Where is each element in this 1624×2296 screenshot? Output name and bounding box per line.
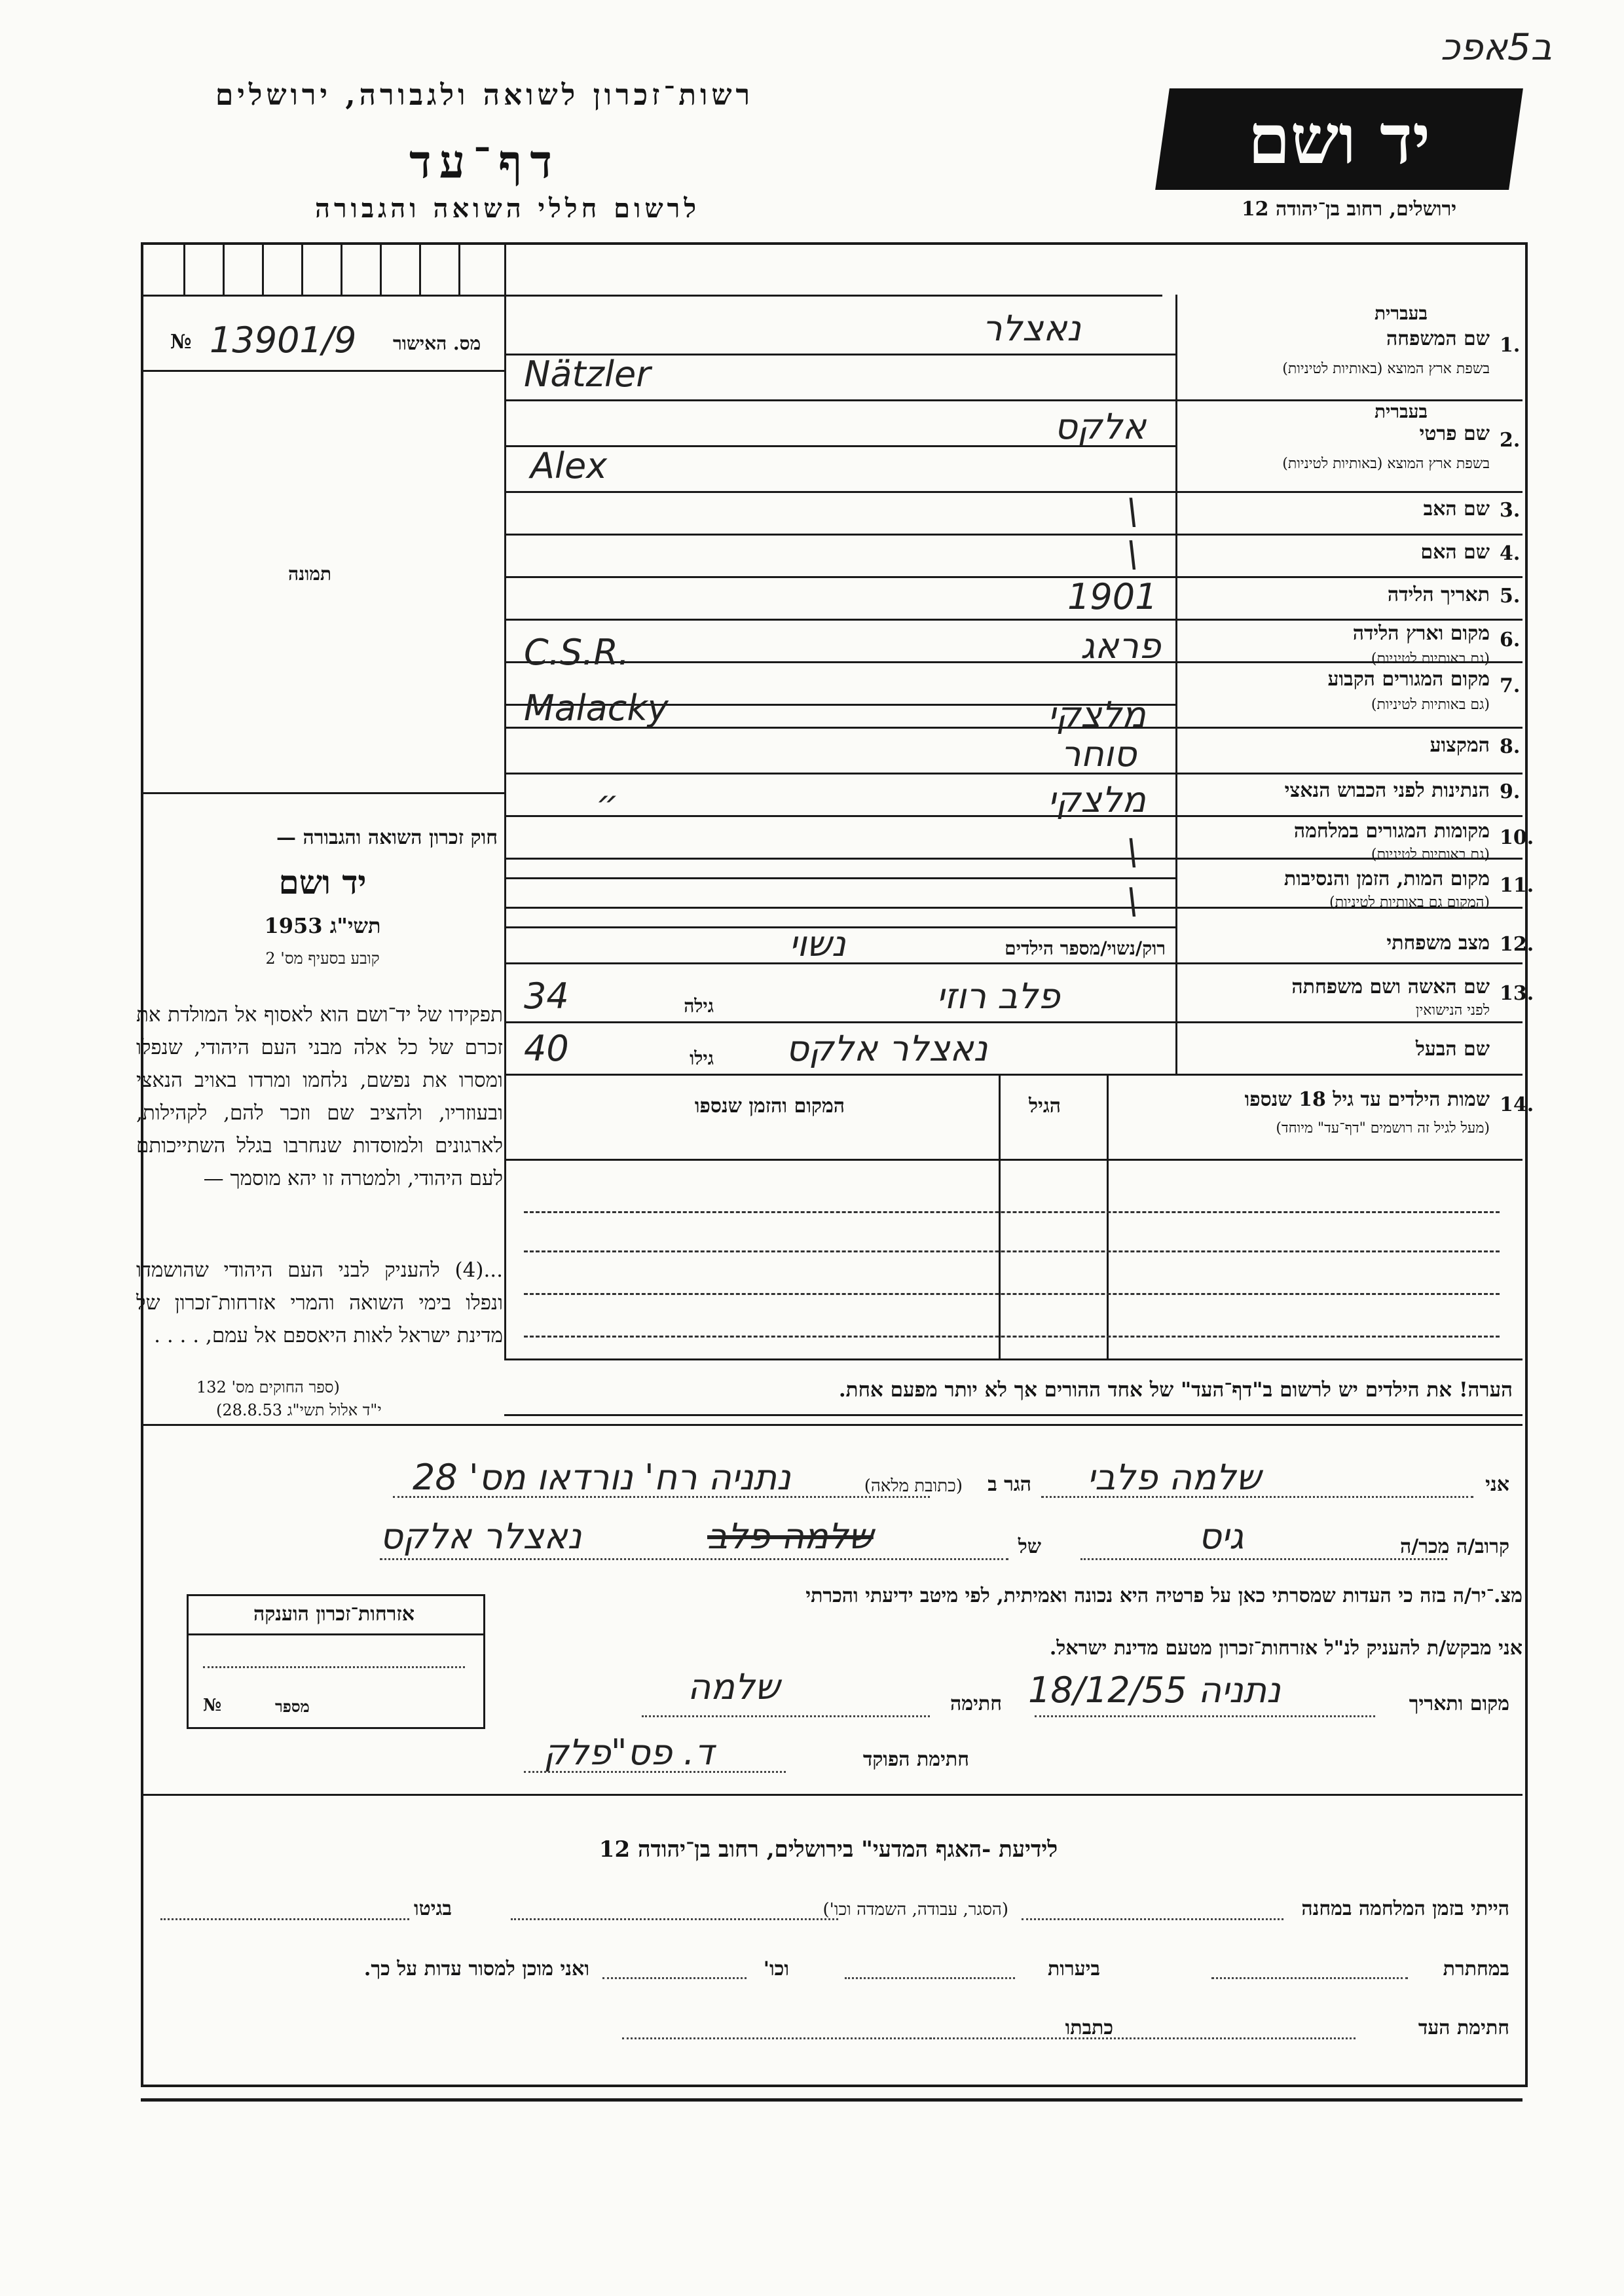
field-7-value-latin: Malacky [524,687,669,729]
relative-label: קרוב/ה מכר/ה [1400,1535,1509,1558]
relative-line [380,1558,1008,1560]
field-9-number: 9. [1500,780,1521,803]
field-line [504,534,1522,536]
field-12-value: נשוי [789,923,846,964]
camp-line [1022,1918,1283,1920]
testify-label: ואני מוכן למסור עדות על כך. [363,1958,589,1980]
field-line [504,399,1522,401]
field-10-number: 10. [1500,826,1534,849]
form-title: דף־עד [409,134,560,189]
struck-relative-name: שלמה פלב [707,1516,874,1557]
approval-row-line [141,370,504,372]
children-col-divider [1107,1074,1109,1358]
field-1-value-latin: Nätzler [524,354,651,395]
underground-label: במחתרת [1443,1958,1509,1980]
field-line [504,773,1522,774]
field-4-label: שם האם [1420,541,1490,564]
field-line [504,1074,1522,1076]
field-1-number: 1. [1500,334,1521,357]
field-13-sublabel: לפני הנישואין [1415,1002,1490,1019]
children-header-line [504,1159,1522,1161]
declaration-statement: מצ.־יר/ה בזה כי העדות שמסרתי כאן על פרטיה היא נכונה ואמיתית, לפי מיטב ידיעתי והכרתי [805,1584,1522,1607]
field-8-value: סוחר [1061,733,1137,774]
declarant-i-label: אני [1485,1473,1509,1496]
officer-line [524,1771,786,1773]
address-label: הגר ב [987,1473,1031,1496]
field-11-number: 11. [1500,874,1534,897]
field-9-label: הנתינות לפני הכבוש הנאצי [1284,779,1490,802]
field-2-number: 2. [1500,429,1521,452]
children-col-place: המקום והזמן שנספו [694,1095,845,1118]
citizenship-line [203,1666,465,1668]
field-5-label: תאריך הלידה [1387,583,1490,606]
photo-label: תמונה [288,563,332,585]
field-12-label: מצב משפחתי [1386,932,1490,955]
field-line [504,491,1522,493]
field-3-label: שם האב [1423,498,1490,520]
field-line [504,858,1522,860]
law-ref-1: (ספר החוקים מס' 132 [196,1378,340,1396]
field-7-number: 7. [1500,674,1521,697]
field-3-number: 3. [1500,499,1521,522]
top-cell-strip-line [141,295,1162,297]
field-7-label: מקום המגורים הקבוע [1327,668,1490,691]
underground-line [1211,1977,1408,1979]
law-ref-2: י"ד אלול תשי"ג 28.8.53) [216,1401,382,1419]
field-6-number: 6. [1500,629,1521,651]
of-label: של [1018,1535,1041,1558]
field-11-value: \ [1126,881,1139,922]
section-divider [141,1424,1522,1426]
camp-label: הייתי בזמן המלחמה במחנה [1301,1897,1509,1920]
photo-bottom-line [141,792,504,794]
authority-name: רשות־זכרון לשואה ולגבורה, ירושלים [215,79,754,112]
declaration-request: אני מבקש/ת להעניק לנ"ל אזרחות־זכרון מטעם מדינת ישראל. [1049,1637,1522,1660]
citizenship-title: אזרחות־זכרון הוענקה [253,1603,415,1626]
field-13-number: 13. [1500,982,1534,1005]
form-frame-bottom-rule [141,2085,1522,2102]
field-line [504,815,1522,817]
field-5-value: 1901 [1067,576,1158,617]
children-sublabel: (מעל לגיל זה רושמים "דף־עד" מיוחד) [1276,1120,1490,1137]
children-row-line [524,1250,1500,1252]
field-6-value-latin: C.S.R. [524,632,629,673]
children-row-line [524,1211,1500,1213]
law-text: תפקידו של יד־ושם הוא לאסוף אל המולדת את זכרם של כל אלה מבני העם היהודי, שנפלו ומסרו את נפשם, נלחמו ומרדו באויב הנאצי ובעוזריו, ולהציב שם וזכר להם, לקהילות, לארגונים ולמוסדות שנחרבו בגלל השתייכותם לעם היהודי, ולמטרה זו יהא מוסמך — [136,1003,503,1190]
field-2-sublabel: בשפת ארץ המוצא (באותיות לטיניות) [1282,456,1490,472]
field-2-value-latin: Alex [530,445,608,486]
field-6-value-hebrew: פראג [1080,625,1161,666]
field-4-number: 4. [1500,542,1521,565]
strip-cell-divider [183,242,185,295]
strip-cell-divider [301,242,303,295]
witness-signature-label: חתימת העד [1418,2016,1509,2039]
field-7-value-hebrew: מלצקי [1048,694,1146,735]
ghetto-label: בגיטו [413,1897,452,1920]
field-2-hebrew-hint: בעברית [1374,401,1428,422]
children-number: 14. [1500,1093,1534,1116]
line-1-end [160,1918,409,1920]
wife-age-label: גילה [684,995,714,1017]
approval-no-mark: № [170,331,192,354]
field-12-inline-label: רוק/נשוי/מספר הילדים [1005,938,1166,959]
law-title: חוק זכרון השואה והגבורה — [276,826,498,849]
field-line [504,1021,1522,1023]
label-column-divider [1175,295,1177,1074]
forests-line [845,1977,1015,1979]
law-name: יד ושם [278,863,367,902]
field-7-sublabel: (גם באותיות לטיניות) [1371,697,1490,713]
relation-line [1080,1558,1447,1560]
field-line [504,619,1522,621]
wife-age: 34 [524,975,569,1017]
witness-signature-line [930,2037,1356,2039]
place-date-value: נתניה 18/12/55 [1028,1669,1281,1711]
address-line [393,1496,930,1498]
field-11-label: מקום המות, הזמן והנסיבות [1283,867,1490,890]
citizenship-title-line [189,1633,483,1635]
yad-vashem-logo [1155,88,1523,190]
citizenship-no-mark: № [203,1696,222,1715]
place-date-label: מקום ותאריך [1409,1692,1509,1715]
signature-label: חתימה [950,1692,1002,1715]
field-11-sublabel: (המקום גם באותיות לטיניות) [1329,894,1490,911]
address-value: נתניה רח' נורדאו מס' 28 [413,1457,791,1498]
field-9-value-ditto: ״ [596,782,619,824]
relation-value: גיס [1198,1516,1244,1557]
etc-label: וכו' [763,1958,789,1980]
law-section: קובע בסעיף מס' 2 [265,949,380,968]
logo-address: ירושלים, רחוב בן־יהודה 12 [1241,198,1457,221]
children-bottom-line [504,1358,1522,1360]
field-line [504,576,1522,578]
law-year: תשי"ג 1953 [264,913,381,938]
officer-signature: ד. פס"פלק [544,1732,714,1773]
field-line [504,877,1175,879]
field-6-label: מקום וארץ הלידה [1352,622,1490,645]
children-col-age: הגיל [1028,1095,1061,1118]
children-col-divider [999,1074,1001,1358]
field-13-label: שם האשה ושם משפחתה [1291,975,1490,998]
field-8-label: המקצוע [1430,734,1490,757]
approval-label: מס. האישור [393,333,481,354]
field-5-number: 5. [1500,585,1521,608]
husband-age: 40 [524,1028,569,1069]
husband-label: שם הבעל [1415,1038,1490,1061]
declarant-signature: שלמה [688,1666,780,1707]
field-1-value-hebrew: נאצלר [982,308,1081,349]
law-text-clause-4: ...(4) להעניק לבני העם היהודי שהושמדו ונפלו בימי השואה והמרי אזרחות־זכרון של מדינת ישראל לאות היאספם אל עמם, . . . . [136,1258,503,1347]
corner-handwritten-mark: ב5אפכ [1440,26,1552,69]
bottom-heading: לידיעת -האגף המדעי" בירושלים, רחוב בן־יהודה 12 [599,1836,1058,1863]
strip-cell-divider [458,242,460,295]
husband-name: נאצלר אלקס [786,1028,988,1069]
section-divider [141,1794,1522,1796]
strip-cell-divider [262,242,264,295]
camp-hint: (הסגר, עבודה, השמדה וכו') [822,1900,1008,1920]
field-12-number: 12. [1500,933,1534,956]
children-label: שמות הילדים עד גיל 18 שנספו [1244,1088,1490,1111]
address-bottom-line [622,2037,982,2039]
note-bottom-line [504,1414,1522,1416]
left-column-divider [504,242,506,1358]
ghetto-line [511,1918,838,1920]
strip-cell-divider [380,242,382,295]
address-hint: (כתובת מלאה) [864,1476,963,1496]
strip-cell-divider [419,242,421,295]
field-4-value: \ [1126,534,1139,575]
etc-line [602,1977,747,1979]
place-date-line [1035,1715,1375,1717]
field-1-label: שם המשפחה [1386,327,1490,350]
form-subtitle: לרשום חללי השואה והגבורה [314,193,701,224]
logo-text: יד ושם [1247,99,1431,179]
approval-number: 13901/9 [210,319,357,361]
field-10-value: \ [1126,831,1139,873]
field-line [504,661,1522,663]
field-2-value-hebrew: אלקס [1054,406,1147,447]
field-1-sublabel: בשפת ארץ המוצא (באותיות לטיניות) [1282,361,1490,377]
signature-line [642,1715,930,1717]
citizenship-number-label: מספר [275,1697,310,1716]
field-line [504,962,1522,964]
field-10-sublabel: (גם באותיות לטיניות) [1371,847,1490,863]
declarant-name: שלמה פלבי [1087,1457,1261,1498]
strip-cell-divider [341,242,342,295]
strip-cell-divider [223,242,225,295]
husband-age-label: גילו [690,1048,714,1069]
field-10-label: מקומות המגורים במלחמה [1293,820,1490,843]
children-row-line [524,1293,1500,1295]
field-9-value: מלצקי [1048,779,1146,820]
forests-label: ביערות [1047,1958,1100,1980]
wife-name: פלב רוזי [936,975,1060,1017]
field-3-value: \ [1126,491,1139,532]
children-row-line [524,1336,1500,1338]
field-2-label: שם פרטי [1419,422,1490,445]
declarant-line [1041,1496,1473,1498]
children-note: הערה! את הילדים יש לרשום ב"דף־העד" של אחד ההורים אך לא יותר מפעם אחת. [838,1378,1513,1402]
field-6-sublabel: (גם באותיות לטיניות) [1371,651,1490,667]
field-8-number: 8. [1500,735,1521,758]
officer-signature-label: חתימת הפוקד [862,1748,969,1771]
field-1-hebrew-hint: בעברית [1374,302,1428,324]
relative-name: נאצלר אלקס [380,1516,582,1557]
address-bottom-label: כתבתו [1065,2016,1113,2039]
